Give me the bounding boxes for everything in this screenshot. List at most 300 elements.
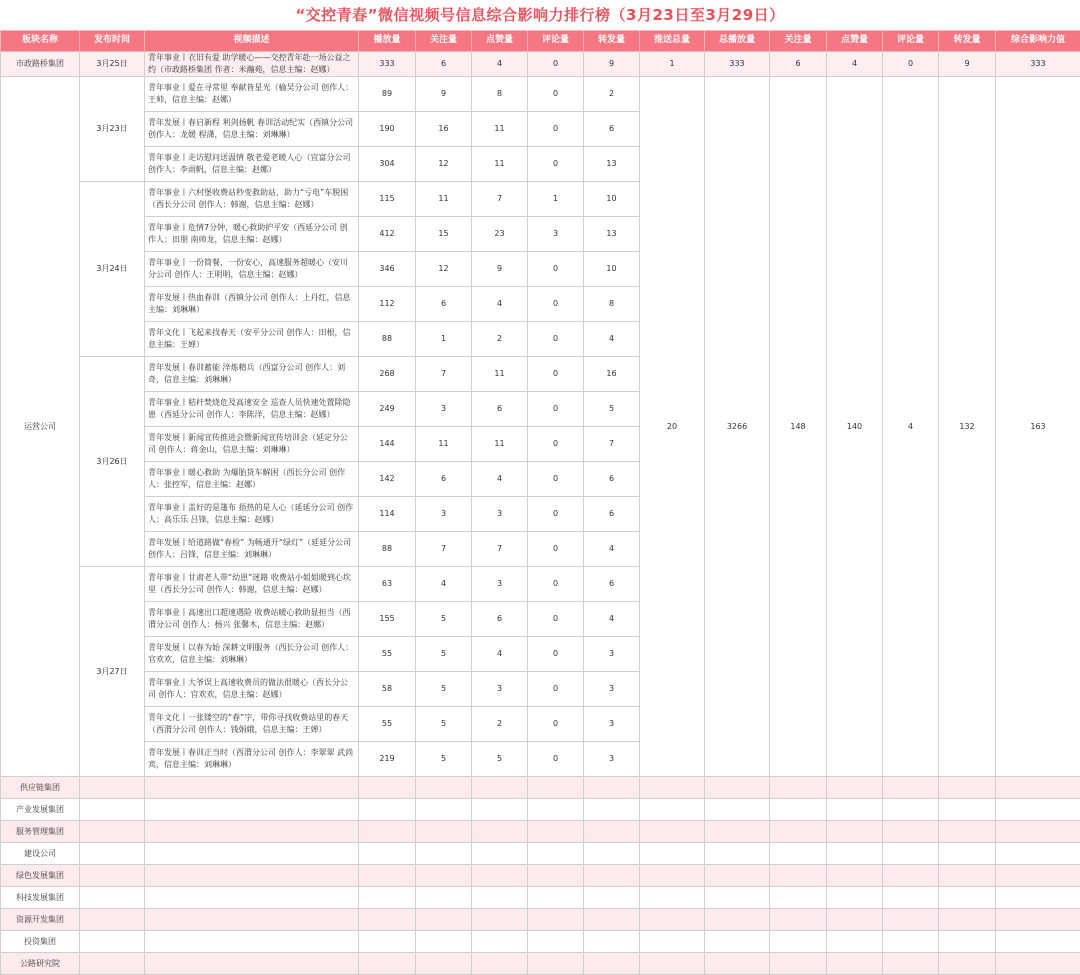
empty-cell bbox=[80, 909, 145, 931]
share-count: 2 bbox=[584, 77, 640, 112]
play-count: 58 bbox=[359, 672, 416, 707]
publish-date: 3月27日 bbox=[80, 567, 145, 777]
follow-count: 7 bbox=[416, 357, 472, 392]
play-count: 268 bbox=[359, 357, 416, 392]
like-count: 2 bbox=[472, 707, 528, 742]
empty-cell bbox=[145, 865, 359, 887]
header-comment: 评论量 bbox=[528, 31, 584, 52]
empty-cell bbox=[996, 953, 1080, 975]
follow-count: 5 bbox=[416, 707, 472, 742]
video-description: 青年事业丨一份简餐，一份安心，高速服务超暖心（安川分公司 创作人：王明明，信息主编：赵娜） bbox=[145, 252, 359, 287]
follow-count: 12 bbox=[416, 147, 472, 182]
comment-count: 0 bbox=[528, 322, 584, 357]
like-count: 7 bbox=[472, 532, 528, 567]
empty-cell bbox=[770, 777, 827, 799]
empty-cell bbox=[827, 777, 883, 799]
empty-cell bbox=[416, 931, 472, 953]
video-description: 青年事业丨盖好的是篷布 捂热的是人心（延延分公司 创作人：高乐乐 吕锋，信息主编：赵娜） bbox=[145, 497, 359, 532]
comment-count: 0 bbox=[528, 707, 584, 742]
empty-cell bbox=[705, 777, 770, 799]
follow-count: 11 bbox=[416, 182, 472, 217]
table-row bbox=[1, 77, 1080, 112]
comment-count: 0 bbox=[528, 287, 584, 322]
empty-cell bbox=[584, 843, 640, 865]
segment-name: 运营公司 bbox=[1, 77, 80, 777]
comment-count: 0 bbox=[528, 147, 584, 182]
share-count: 6 bbox=[584, 462, 640, 497]
empty-cell bbox=[770, 799, 827, 821]
play-count: 88 bbox=[359, 532, 416, 567]
share-count: 3 bbox=[584, 672, 640, 707]
segment-name: 建设公司 bbox=[1, 843, 80, 865]
comment-count: 0 bbox=[528, 672, 584, 707]
comment-count: 0 bbox=[528, 427, 584, 462]
segment-name: 公路研究院 bbox=[1, 953, 80, 975]
play-count: 144 bbox=[359, 427, 416, 462]
influence-score: 163 bbox=[996, 77, 1080, 777]
empty-cell bbox=[416, 777, 472, 799]
empty-cell bbox=[640, 843, 705, 865]
empty-cell bbox=[640, 865, 705, 887]
empty-cell bbox=[359, 799, 416, 821]
empty-cell bbox=[359, 887, 416, 909]
like-count: 4 bbox=[472, 462, 528, 497]
empty-segment-row bbox=[1, 887, 1080, 909]
follow-count: 4 bbox=[416, 567, 472, 602]
empty-cell bbox=[640, 887, 705, 909]
like-count: 7 bbox=[472, 182, 528, 217]
video-description: 青年事业丨大爷误上高速收费员的做法很暖心（西长分公司 创作人：官欢欢，信息主编：赵娜） bbox=[145, 672, 359, 707]
empty-cell bbox=[584, 865, 640, 887]
empty-cell bbox=[996, 777, 1080, 799]
empty-cell bbox=[705, 821, 770, 843]
ranking-table bbox=[0, 30, 1080, 975]
follow-count: 5 bbox=[416, 742, 472, 777]
play-count: 412 bbox=[359, 217, 416, 252]
empty-cell bbox=[827, 799, 883, 821]
video-description: 青年事业丨高速出口超速遇险 收费站暖心救助显担当（西渭分公司 创作人：杨兴 张馨木，信息主编：赵娜） bbox=[145, 602, 359, 637]
empty-cell bbox=[770, 843, 827, 865]
publish-date: 3月26日 bbox=[80, 357, 145, 567]
like-count: 8 bbox=[472, 77, 528, 112]
empty-cell bbox=[416, 909, 472, 931]
empty-cell bbox=[584, 799, 640, 821]
video-description: 青年事业丨走访慰问送温情 敬老爱老暖人心（宜富分公司 创作人：李雨帆，信息主编：赵娜） bbox=[145, 147, 359, 182]
header-total-play: 总播放量 bbox=[705, 31, 770, 52]
play-count: 89 bbox=[359, 77, 416, 112]
empty-cell bbox=[705, 843, 770, 865]
empty-cell bbox=[416, 887, 472, 909]
empty-cell bbox=[996, 821, 1080, 843]
empty-cell bbox=[939, 821, 996, 843]
table-row bbox=[1, 52, 1080, 77]
comment-count: 0 bbox=[528, 462, 584, 497]
like-count: 11 bbox=[472, 112, 528, 147]
total-share: 9 bbox=[939, 52, 996, 77]
follow-count: 6 bbox=[416, 462, 472, 497]
share-count: 6 bbox=[584, 497, 640, 532]
empty-cell bbox=[584, 821, 640, 843]
empty-cell bbox=[939, 843, 996, 865]
share-count: 13 bbox=[584, 217, 640, 252]
video-description: 青年文化丨飞起来找春天（安平分公司 创作人：田根，信息主编：王婵） bbox=[145, 322, 359, 357]
play-count: 115 bbox=[359, 182, 416, 217]
segment-name: 产业发展集团 bbox=[1, 799, 80, 821]
empty-segment-row bbox=[1, 931, 1080, 953]
empty-cell bbox=[770, 887, 827, 909]
empty-cell bbox=[939, 953, 996, 975]
empty-cell bbox=[145, 799, 359, 821]
empty-cell bbox=[359, 931, 416, 953]
video-description: 青年事业丨爱在寻常里 奉献皆星光（榆吴分公司 创作人：王帅，信息主编：赵娜） bbox=[145, 77, 359, 112]
empty-cell bbox=[145, 777, 359, 799]
video-description: 青年发展丨新闻宣传推进会暨新闻宣传培训会（延定分公司 创作人：蒋金山，信息主编：刘琳琳） bbox=[145, 427, 359, 462]
empty-cell bbox=[416, 953, 472, 975]
empty-cell bbox=[416, 865, 472, 887]
comment-count: 0 bbox=[528, 497, 584, 532]
empty-cell bbox=[80, 777, 145, 799]
comment-count: 0 bbox=[528, 252, 584, 287]
empty-cell bbox=[584, 777, 640, 799]
empty-cell bbox=[359, 843, 416, 865]
empty-cell bbox=[640, 777, 705, 799]
empty-cell bbox=[939, 777, 996, 799]
comment-count: 0 bbox=[528, 112, 584, 147]
like-count: 9 bbox=[472, 252, 528, 287]
segment-name: 供应链集团 bbox=[1, 777, 80, 799]
empty-cell bbox=[939, 931, 996, 953]
empty-cell bbox=[640, 953, 705, 975]
comment-count: 1 bbox=[528, 182, 584, 217]
influence-score: 333 bbox=[996, 52, 1080, 77]
empty-cell bbox=[359, 865, 416, 887]
follow-count: 3 bbox=[416, 392, 472, 427]
empty-cell bbox=[883, 953, 939, 975]
empty-cell bbox=[883, 799, 939, 821]
empty-cell bbox=[996, 799, 1080, 821]
total-like: 4 bbox=[827, 52, 883, 77]
empty-cell bbox=[584, 931, 640, 953]
video-description: 青年发展丨春训正当时（西渭分公司 创作人：李翠翠 武尚宾，信息主编：刘琳琳） bbox=[145, 742, 359, 777]
empty-segment-row bbox=[1, 777, 1080, 799]
publish-date: 3月23日 bbox=[80, 77, 145, 182]
empty-cell bbox=[528, 887, 584, 909]
empty-cell bbox=[883, 821, 939, 843]
like-count: 23 bbox=[472, 217, 528, 252]
header-total-share: 转发量 bbox=[939, 31, 996, 52]
empty-cell bbox=[939, 865, 996, 887]
empty-cell bbox=[472, 799, 528, 821]
like-count: 4 bbox=[472, 52, 528, 77]
like-count: 11 bbox=[472, 427, 528, 462]
video-description: 青年事业丨暖心救助 为爆胎货车解困（西长分公司 创作人：张控军，信息主编：赵娜） bbox=[145, 462, 359, 497]
video-description: 青年发展丨春启新程 利剑扬帆 春训活动纪实（西镇分公司 创作人：龙媛 程潇，信息主编：刘琳琳） bbox=[145, 112, 359, 147]
empty-cell bbox=[883, 865, 939, 887]
empty-cell bbox=[145, 843, 359, 865]
segment-name: 科技发展集团 bbox=[1, 887, 80, 909]
empty-cell bbox=[528, 865, 584, 887]
empty-cell bbox=[640, 821, 705, 843]
header-score: 综合影响力值 bbox=[996, 31, 1080, 52]
empty-cell bbox=[528, 953, 584, 975]
share-count: 4 bbox=[584, 532, 640, 567]
empty-cell bbox=[145, 909, 359, 931]
empty-cell bbox=[827, 865, 883, 887]
empty-cell bbox=[883, 887, 939, 909]
empty-segment-row bbox=[1, 799, 1080, 821]
like-count: 2 bbox=[472, 322, 528, 357]
comment-count: 0 bbox=[528, 357, 584, 392]
empty-cell bbox=[145, 821, 359, 843]
play-count: 112 bbox=[359, 287, 416, 322]
empty-cell bbox=[584, 909, 640, 931]
segment-name: 市政路桥集团 bbox=[1, 52, 80, 77]
follow-count: 3 bbox=[416, 497, 472, 532]
comment-count: 0 bbox=[528, 602, 584, 637]
share-count: 13 bbox=[584, 147, 640, 182]
empty-cell bbox=[996, 887, 1080, 909]
empty-cell bbox=[416, 821, 472, 843]
share-count: 8 bbox=[584, 287, 640, 322]
header-desc: 视频描述 bbox=[145, 31, 359, 52]
follow-count: 5 bbox=[416, 672, 472, 707]
empty-cell bbox=[528, 931, 584, 953]
empty-cell bbox=[359, 777, 416, 799]
play-count: 155 bbox=[359, 602, 416, 637]
share-count: 6 bbox=[584, 112, 640, 147]
follow-count: 6 bbox=[416, 287, 472, 322]
like-count: 5 bbox=[472, 742, 528, 777]
header-push-total: 推送总量 bbox=[640, 31, 705, 52]
share-count: 9 bbox=[584, 52, 640, 77]
share-count: 7 bbox=[584, 427, 640, 462]
header-total-comment: 评论量 bbox=[883, 31, 939, 52]
empty-cell bbox=[528, 821, 584, 843]
like-count: 11 bbox=[472, 147, 528, 182]
total-play: 333 bbox=[705, 52, 770, 77]
empty-cell bbox=[705, 799, 770, 821]
follow-count: 15 bbox=[416, 217, 472, 252]
empty-cell bbox=[827, 821, 883, 843]
empty-cell bbox=[416, 843, 472, 865]
share-count: 4 bbox=[584, 602, 640, 637]
empty-cell bbox=[80, 931, 145, 953]
empty-cell bbox=[770, 821, 827, 843]
empty-cell bbox=[80, 865, 145, 887]
total-play: 3266 bbox=[705, 77, 770, 777]
empty-cell bbox=[472, 931, 528, 953]
empty-cell bbox=[996, 931, 1080, 953]
segment-name: 资源开发集团 bbox=[1, 909, 80, 931]
empty-cell bbox=[528, 777, 584, 799]
comment-count: 0 bbox=[528, 532, 584, 567]
empty-cell bbox=[996, 843, 1080, 865]
empty-cell bbox=[145, 887, 359, 909]
header-row bbox=[1, 31, 1080, 52]
page-title: “交控青春”微信视频号信息综合影响力排行榜（3月23日至3月29日） bbox=[0, 0, 1080, 30]
like-count: 3 bbox=[472, 497, 528, 532]
comment-count: 0 bbox=[528, 567, 584, 602]
empty-cell bbox=[640, 909, 705, 931]
like-count: 3 bbox=[472, 567, 528, 602]
share-count: 10 bbox=[584, 182, 640, 217]
play-count: 55 bbox=[359, 707, 416, 742]
play-count: 219 bbox=[359, 742, 416, 777]
like-count: 4 bbox=[472, 637, 528, 672]
empty-cell bbox=[705, 953, 770, 975]
empty-cell bbox=[472, 865, 528, 887]
video-description: 青年发展丨以春为始 深耕文明服务（西长分公司 创作人：官欢欢，信息主编：刘琳琳） bbox=[145, 637, 359, 672]
empty-cell bbox=[359, 953, 416, 975]
push-total: 1 bbox=[640, 52, 705, 77]
empty-cell bbox=[528, 909, 584, 931]
empty-cell bbox=[472, 843, 528, 865]
follow-count: 16 bbox=[416, 112, 472, 147]
play-count: 114 bbox=[359, 497, 416, 532]
segment-name: 投资集团 bbox=[1, 931, 80, 953]
empty-cell bbox=[145, 953, 359, 975]
empty-cell bbox=[472, 887, 528, 909]
empty-cell bbox=[528, 799, 584, 821]
follow-count: 7 bbox=[416, 532, 472, 567]
comment-count: 3 bbox=[528, 217, 584, 252]
empty-cell bbox=[939, 799, 996, 821]
share-count: 5 bbox=[584, 392, 640, 427]
empty-cell bbox=[359, 821, 416, 843]
video-description: 青年事业丨危情7分钟，暖心救助护平安（西延分公司 创作人：田朋 南帅龙，信息主编：赵娜） bbox=[145, 217, 359, 252]
follow-count: 9 bbox=[416, 77, 472, 112]
empty-cell bbox=[883, 931, 939, 953]
play-count: 346 bbox=[359, 252, 416, 287]
like-count: 11 bbox=[472, 357, 528, 392]
empty-cell bbox=[827, 953, 883, 975]
empty-cell bbox=[528, 843, 584, 865]
empty-cell bbox=[80, 821, 145, 843]
video-description: 青年事业丨甘肃老人带“幼崽”迷路 收费站小姐姐暖到心坎里（西长分公司 创作人：韩谢，信息主编：赵娜） bbox=[145, 567, 359, 602]
empty-cell bbox=[770, 953, 827, 975]
empty-cell bbox=[705, 931, 770, 953]
comment-count: 0 bbox=[528, 77, 584, 112]
share-count: 16 bbox=[584, 357, 640, 392]
total-share: 132 bbox=[939, 77, 996, 777]
empty-cell bbox=[883, 909, 939, 931]
total-comment: 4 bbox=[883, 77, 939, 777]
total-follow: 6 bbox=[770, 52, 827, 77]
empty-cell bbox=[939, 909, 996, 931]
empty-cell bbox=[640, 931, 705, 953]
video-description: 青年发展丨给道路做“春检” 为畅通开“绿灯”（延延分公司 创作人：吕锋，信息主编：刘琳琳） bbox=[145, 532, 359, 567]
empty-cell bbox=[80, 887, 145, 909]
header-date: 发布时间 bbox=[80, 31, 145, 52]
follow-count: 12 bbox=[416, 252, 472, 287]
empty-cell bbox=[584, 953, 640, 975]
share-count: 3 bbox=[584, 637, 640, 672]
like-count: 6 bbox=[472, 602, 528, 637]
video-description: 青年文化丨一张镂空的“春”字，带你寻找收费站里的春天（西渭分公司 创作人：钱娟娥，信息主编：王婵） bbox=[145, 707, 359, 742]
comment-count: 0 bbox=[528, 637, 584, 672]
comment-count: 0 bbox=[528, 52, 584, 77]
like-count: 4 bbox=[472, 287, 528, 322]
header-segment: 板块名称 bbox=[1, 31, 80, 52]
empty-cell bbox=[996, 909, 1080, 931]
empty-cell bbox=[472, 953, 528, 975]
empty-segment-row bbox=[1, 865, 1080, 887]
comment-count: 0 bbox=[528, 392, 584, 427]
empty-cell bbox=[883, 843, 939, 865]
empty-cell bbox=[705, 887, 770, 909]
share-count: 10 bbox=[584, 252, 640, 287]
empty-cell bbox=[472, 821, 528, 843]
segment-name: 绿色发展集团 bbox=[1, 865, 80, 887]
follow-count: 1 bbox=[416, 322, 472, 357]
header-total-like: 点赞量 bbox=[827, 31, 883, 52]
empty-cell bbox=[770, 909, 827, 931]
play-count: 249 bbox=[359, 392, 416, 427]
header-total-follow: 关注量 bbox=[770, 31, 827, 52]
empty-cell bbox=[883, 777, 939, 799]
empty-cell bbox=[640, 799, 705, 821]
empty-cell bbox=[472, 909, 528, 931]
empty-cell bbox=[770, 865, 827, 887]
like-count: 6 bbox=[472, 392, 528, 427]
share-count: 3 bbox=[584, 707, 640, 742]
follow-count: 5 bbox=[416, 637, 472, 672]
play-count: 142 bbox=[359, 462, 416, 497]
empty-cell bbox=[827, 909, 883, 931]
empty-cell bbox=[827, 843, 883, 865]
empty-cell bbox=[827, 931, 883, 953]
video-description: 青年发展丨春训蓄能 淬炼精兵（西富分公司 创作人：刘奇，信息主编：刘琳琳） bbox=[145, 357, 359, 392]
empty-segment-row bbox=[1, 843, 1080, 865]
empty-cell bbox=[827, 887, 883, 909]
empty-cell bbox=[705, 909, 770, 931]
header-play: 播放量 bbox=[359, 31, 416, 52]
empty-cell bbox=[145, 931, 359, 953]
follow-count: 11 bbox=[416, 427, 472, 462]
publish-date: 3月25日 bbox=[80, 52, 145, 77]
empty-segment-row bbox=[1, 953, 1080, 975]
empty-cell bbox=[80, 799, 145, 821]
empty-segment-row bbox=[1, 909, 1080, 931]
video-description: 青年事业丨六村堡收费站秒变救助站，助力“亏电”车脱困（西长分公司 创作人：韩谢，信息主编：赵娜） bbox=[145, 182, 359, 217]
play-count: 63 bbox=[359, 567, 416, 602]
empty-cell bbox=[80, 953, 145, 975]
segment-name: 服务管理集团 bbox=[1, 821, 80, 843]
header-like: 点赞量 bbox=[472, 31, 528, 52]
share-count: 4 bbox=[584, 322, 640, 357]
push-total: 20 bbox=[640, 77, 705, 777]
follow-count: 5 bbox=[416, 602, 472, 637]
publish-date: 3月24日 bbox=[80, 182, 145, 357]
share-count: 3 bbox=[584, 742, 640, 777]
empty-cell bbox=[939, 887, 996, 909]
follow-count: 6 bbox=[416, 52, 472, 77]
empty-cell bbox=[705, 865, 770, 887]
empty-cell bbox=[996, 865, 1080, 887]
header-follow: 关注量 bbox=[416, 31, 472, 52]
empty-cell bbox=[416, 799, 472, 821]
total-like: 140 bbox=[827, 77, 883, 777]
header-share: 转发量 bbox=[584, 31, 640, 52]
empty-cell bbox=[472, 777, 528, 799]
empty-cell bbox=[584, 887, 640, 909]
total-comment: 0 bbox=[883, 52, 939, 77]
video-description: 青年发展丨热血春训（西镇分公司 创作人：上丹红，信息主编：刘琳琳） bbox=[145, 287, 359, 322]
comment-count: 0 bbox=[528, 742, 584, 777]
play-count: 333 bbox=[359, 52, 416, 77]
play-count: 304 bbox=[359, 147, 416, 182]
play-count: 190 bbox=[359, 112, 416, 147]
